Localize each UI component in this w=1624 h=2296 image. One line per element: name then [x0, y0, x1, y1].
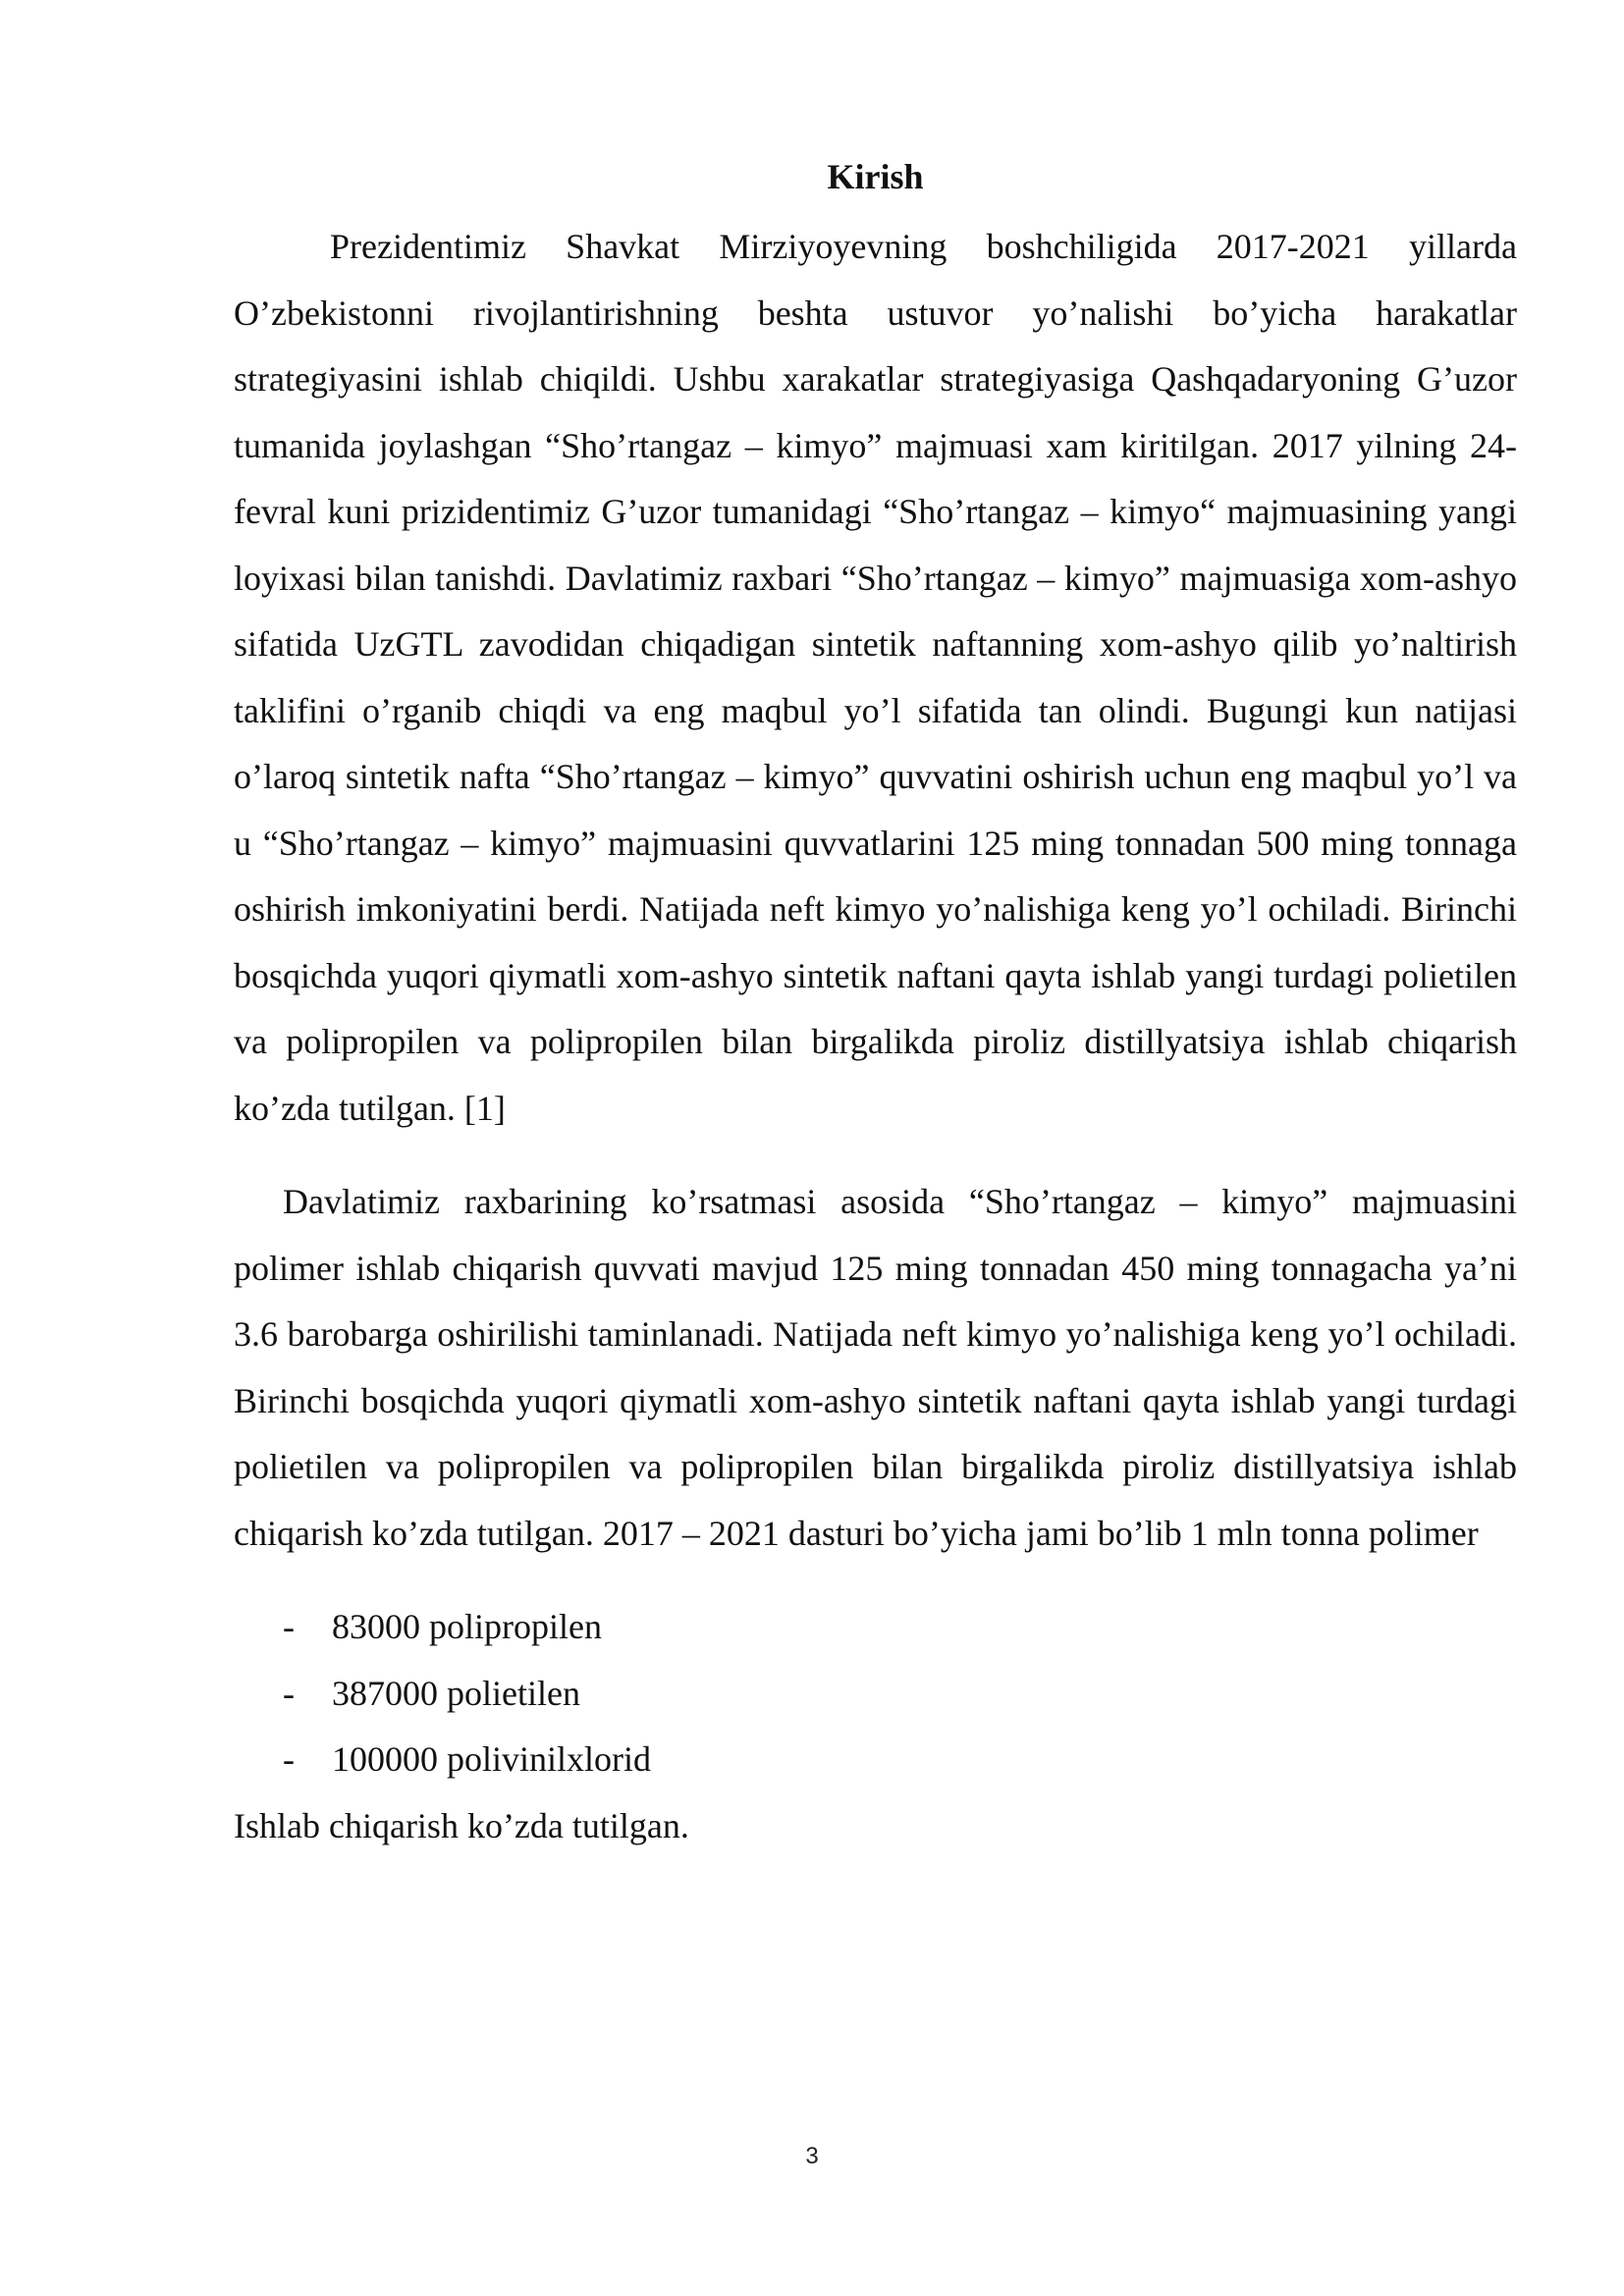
paragraph-1: Prezidentimiz Shavkat Mirziyoyevning boshchiligida 2017-2021 yillarda O’zbekistonni rivojlantirishning beshta ustuvor yo’nalishi bo’yicha harakatlar strategiyasini ishlab chiqildi. Ushbu xarakatlar strategiyasiga Qashqadaryoning G’uzor tumanida joylashgan “Sho’rtangaz – kimyo” majmuasi xam kiritilgan. 2017 yilning 24-fevral kuni prizidentimiz G’uzor tumanidagi “Sho’rtangaz – kimyo“ majmuasining yangi loyixasi bilan tanishdi. Davlatimiz raxbari “Sho’rtangaz – kimyo” majmuasiga xom-ashyo sifatida UzGTL zavodidan chiqadigan sintetik naftanning xom-ashyo qilib yo’naltirish taklifini o’rganib chiqdi va eng maqbul yo’l sifatida tan olindi. Bugungi kun natijasi o’laroq sintetik nafta “Sho’rtangaz – kimyo” quvvatini oshirish uchun eng maqbul yo’l va u “Sho’rtangaz – kimyo” majmuasini quvvatlarini 125 ming tonnadan 500 ming tonnaga oshirish imkoniyatini berdi. Natijada neft kimyo yo’nalishiga keng yo’l ochiladi. Birinchi bosqichda yuqori qiymatli xom-ashyo sintetik naftani qayta ishlab yangi turdagi polietilen va polipropilen va polipropilen bilan birgalikda piroliz distillyatsiya ishlab chiqarish ko’zda tutilgan. [1]	[234, 227, 1517, 1128]
list-marker: -	[283, 1673, 295, 1713]
page-content	[234, 147, 1517, 1859]
list-marker: -	[283, 1739, 295, 1779]
list-item	[234, 1727, 1517, 1793]
paragraph-2: Davlatimiz raxbarining ko’rsatmasi asosida “Sho’rtangaz – kimyo” majmuasini polimer ishlab chiqarish quvvati mavjud 125 ming tonnadan 450 ming tonnagacha ya’ni 3.6 barobarga oshirilishi taminlanadi. Natijada neft kimyo yo’nalishiga keng yo’l ochiladi. Birinchi bosqichda yuqori qiymatli xom-ashyo sintetik naftani qayta ishlab yangi turdagi polietilen va polipropilen va polipropilen bilan birgalikda piroliz distillyatsiya ishlab chiqarish ko’zda tutilgan. 2017 – 2021 dasturi bo’yicha jami bo’lib 1 mln tonna polimer	[234, 1182, 1517, 1553]
list-item	[234, 1661, 1517, 1728]
closing-sentence: Ishlab chiqarish ko’zda tutilgan.	[234, 1805, 689, 1845]
list-item-text: 83000 polipropilen	[332, 1607, 602, 1646]
list-item-text: 387000 polietilen	[332, 1673, 580, 1713]
list-marker: -	[283, 1607, 295, 1646]
list-item	[234, 1594, 1517, 1661]
polymer-list	[234, 1594, 1517, 1793]
list-item-text: 100000 polivinilxlorid	[332, 1739, 652, 1779]
page-title: Kirish	[827, 157, 924, 196]
page-number: 3	[805, 2143, 819, 2169]
